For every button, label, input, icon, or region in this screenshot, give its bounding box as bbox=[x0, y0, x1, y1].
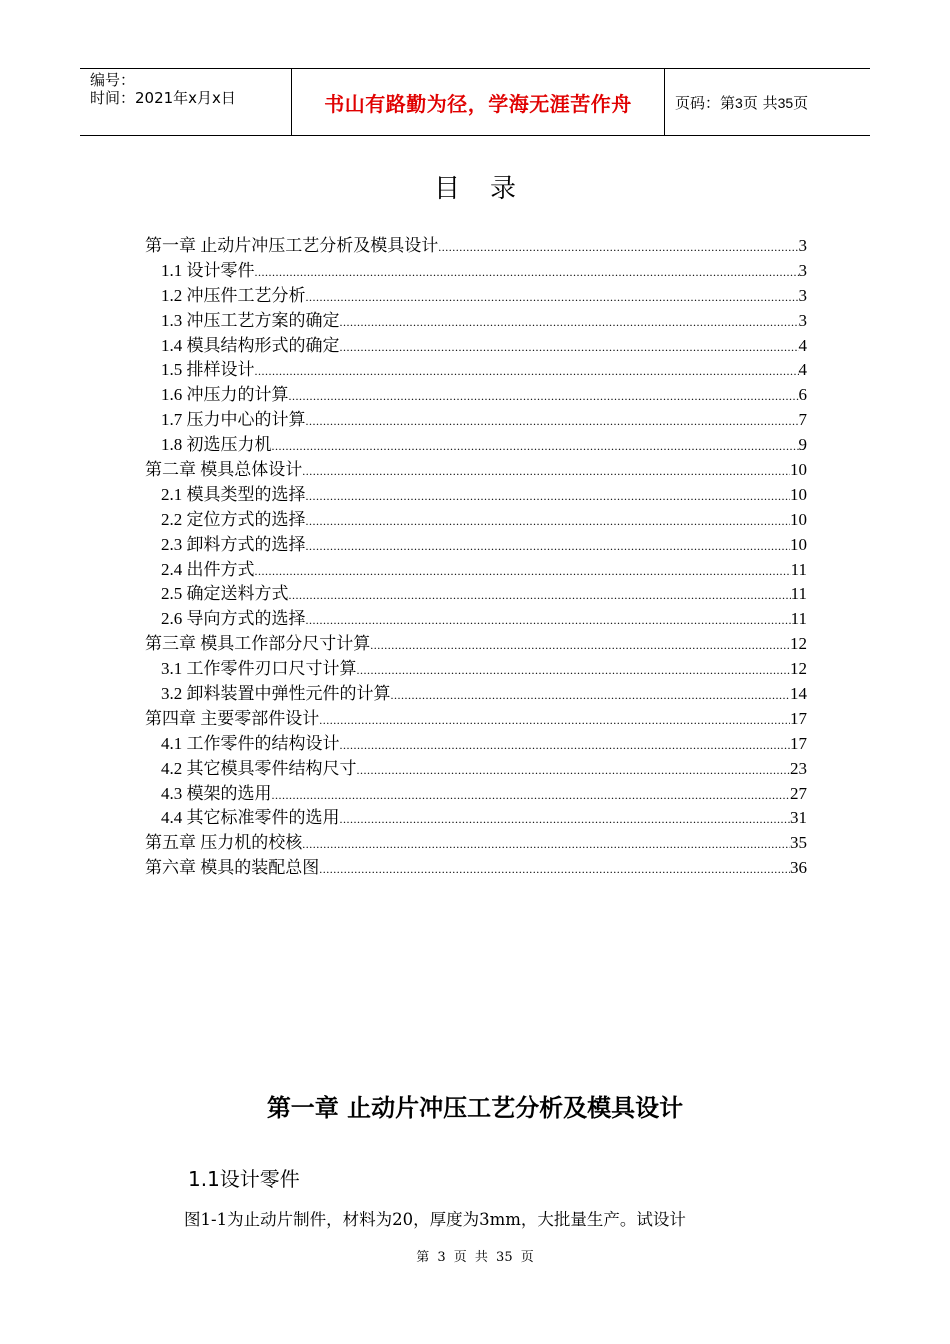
toc-entry-label: 2.5 确定送料方式 bbox=[161, 584, 289, 604]
toc-dot-leader bbox=[340, 807, 791, 832]
toc-entry-label: 2.3 卸料方式的选择 bbox=[161, 534, 306, 554]
toc-dot-leader bbox=[391, 683, 791, 708]
chapter-heading: 第一章 止动片冲压工艺分析及模具设计 bbox=[266, 1094, 684, 1122]
toc-section-entry[interactable] bbox=[145, 334, 807, 359]
toc-entry-page: 4 bbox=[798, 335, 807, 355]
toc-dot-leader bbox=[272, 434, 799, 459]
toc-entry-page: 9 bbox=[798, 435, 807, 455]
toc-entry-label: 2.4 出件方式 bbox=[161, 559, 255, 579]
body-paragraph: 图1-1为止动片制件，材料为20，厚度为3mm，大批量生产。试设计 bbox=[184, 1210, 686, 1229]
toc-entry-page: 10 bbox=[790, 460, 807, 480]
toc-entry-page: 10 bbox=[790, 509, 807, 529]
toc-entry-label: 4.4 其它标准零件的选用 bbox=[161, 808, 340, 828]
toc-section-entry[interactable] bbox=[145, 657, 807, 682]
toc-entry-label: 2.6 导向方式的选择 bbox=[161, 609, 306, 629]
toc-dot-leader bbox=[255, 260, 799, 285]
toc-entry-page: 17 bbox=[790, 733, 807, 753]
toc-chapter-entry[interactable] bbox=[145, 831, 807, 856]
toc-dot-leader bbox=[302, 459, 790, 484]
toc-entry-page: 23 bbox=[790, 758, 807, 778]
toc-dot-leader bbox=[438, 235, 798, 260]
table-of-contents bbox=[145, 234, 807, 881]
toc-entry-label: 3.2 卸料装置中弹性元件的计算 bbox=[161, 684, 391, 704]
toc-section-entry[interactable] bbox=[145, 483, 807, 508]
toc-section-entry[interactable] bbox=[145, 558, 807, 583]
toc-entry-page: 3 bbox=[798, 285, 807, 305]
toc-dot-leader bbox=[319, 857, 790, 882]
toc-dot-leader bbox=[306, 484, 791, 509]
toc-entry-page: 12 bbox=[790, 659, 807, 679]
toc-section-entry[interactable] bbox=[145, 582, 807, 607]
toc-entry-label: 1.4 模具结构形式的确定 bbox=[161, 335, 340, 355]
toc-entry-page: 11 bbox=[790, 609, 807, 629]
toc-entry-label: 第六章 模具的装配总图 bbox=[145, 858, 320, 878]
toc-entry-label: 1.3 冲压工艺方案的确定 bbox=[161, 310, 340, 330]
document-number-label: 编号： bbox=[90, 71, 136, 89]
toc-dot-leader bbox=[340, 335, 799, 360]
toc-entry-page: 27 bbox=[790, 783, 807, 803]
toc-entry-label: 1.8 初选压力机 bbox=[161, 435, 272, 455]
toc-section-entry[interactable] bbox=[145, 309, 807, 334]
toc-title: 目录 bbox=[433, 174, 546, 204]
page-prefix: 页码：第 bbox=[675, 93, 736, 112]
toc-section-entry[interactable] bbox=[145, 732, 807, 757]
page-footer: 第 3 页 共 35 页 bbox=[416, 1250, 534, 1265]
toc-dot-leader bbox=[272, 783, 791, 808]
toc-entry-page: 14 bbox=[790, 684, 807, 704]
toc-entry-page: 12 bbox=[790, 634, 807, 654]
toc-section-entry[interactable] bbox=[145, 259, 807, 284]
toc-entry-label: 1.1 设计零件 bbox=[161, 260, 255, 280]
toc-entry-page: 3 bbox=[798, 236, 807, 255]
toc-dot-leader bbox=[289, 384, 799, 409]
toc-entry-label: 4.2 其它模具零件结构尺寸 bbox=[161, 758, 357, 778]
page-header bbox=[80, 68, 870, 136]
toc-section-entry[interactable] bbox=[145, 408, 807, 433]
toc-dot-leader bbox=[289, 583, 791, 608]
toc-entry-page: 31 bbox=[790, 808, 807, 828]
section-heading: 1.1设计零件 bbox=[188, 1167, 300, 1191]
toc-entry-label: 2.1 模具类型的选择 bbox=[161, 484, 306, 504]
toc-entry-label: 第三章 模具工作部分尺寸计算 bbox=[145, 634, 371, 654]
toc-dot-leader bbox=[357, 758, 791, 783]
header-motto: 书山有路勤为径，学海无涯苦作舟 bbox=[292, 69, 665, 136]
toc-dot-leader bbox=[357, 658, 791, 683]
toc-entry-page: 10 bbox=[790, 484, 807, 504]
toc-entry-label: 1.5 排样设计 bbox=[161, 360, 255, 380]
toc-dot-leader bbox=[255, 359, 799, 384]
toc-entry-page: 3 bbox=[798, 310, 807, 330]
toc-entry-label: 1.6 冲压力的计算 bbox=[161, 385, 289, 405]
toc-section-entry[interactable] bbox=[145, 358, 807, 383]
toc-entry-label: 2.2 定位方式的选择 bbox=[161, 509, 306, 529]
page-current: 3 bbox=[735, 94, 743, 111]
page-suffix: 页 bbox=[793, 93, 809, 112]
toc-dot-leader bbox=[340, 733, 791, 758]
toc-entry-label: 第四章 主要零部件设计 bbox=[145, 708, 320, 728]
toc-entry-label: 3.1 工作零件刃口尺寸计算 bbox=[161, 659, 357, 679]
toc-dot-leader bbox=[370, 633, 790, 658]
toc-section-entry[interactable] bbox=[145, 508, 807, 533]
toc-entry-page: 6 bbox=[798, 385, 807, 405]
document-time-label: 时间：2021年x月x日 bbox=[90, 89, 236, 107]
toc-chapter-entry[interactable] bbox=[145, 707, 807, 732]
page-middle: 页 共 bbox=[742, 93, 778, 112]
toc-dot-leader bbox=[302, 832, 790, 857]
toc-section-entry[interactable] bbox=[145, 607, 807, 632]
toc-entry-page: 36 bbox=[790, 858, 807, 878]
toc-section-entry[interactable] bbox=[145, 533, 807, 558]
toc-dot-leader bbox=[340, 310, 799, 335]
page-total: 35 bbox=[777, 94, 794, 111]
toc-chapter-entry[interactable] bbox=[145, 856, 807, 881]
toc-entry-page: 11 bbox=[790, 559, 807, 579]
toc-section-entry[interactable] bbox=[145, 284, 807, 309]
toc-entry-label: 1.2 冲压件工艺分析 bbox=[161, 285, 306, 305]
toc-entry-label: 4.3 模架的选用 bbox=[161, 783, 272, 803]
header-page-info bbox=[665, 69, 871, 136]
toc-section-entry[interactable] bbox=[145, 383, 807, 408]
toc-section-entry[interactable] bbox=[145, 806, 807, 831]
toc-entry-page: 10 bbox=[790, 534, 807, 554]
toc-chapter-entry[interactable] bbox=[145, 632, 807, 657]
toc-dot-leader bbox=[319, 708, 790, 733]
toc-chapter-entry[interactable] bbox=[145, 458, 807, 483]
toc-dot-leader bbox=[306, 534, 791, 559]
toc-chapter-entry[interactable] bbox=[145, 234, 807, 259]
toc-dot-leader bbox=[306, 608, 791, 633]
toc-dot-leader bbox=[306, 285, 799, 310]
toc-entry-label: 第二章 模具总体设计 bbox=[145, 460, 303, 480]
toc-section-entry[interactable] bbox=[145, 782, 807, 807]
toc-entry-page: 11 bbox=[790, 584, 807, 604]
toc-entry-page: 3 bbox=[798, 260, 807, 280]
toc-entry-page: 17 bbox=[790, 708, 807, 728]
toc-section-entry[interactable] bbox=[145, 757, 807, 782]
toc-dot-leader bbox=[306, 509, 791, 534]
toc-entry-label: 第五章 压力机的校核 bbox=[145, 833, 303, 853]
toc-section-entry[interactable] bbox=[145, 682, 807, 707]
toc-dot-leader bbox=[306, 409, 799, 434]
toc-entry-label: 第一章 止动片冲压工艺分析及模具设计 bbox=[145, 236, 439, 255]
toc-entry-page: 4 bbox=[798, 360, 807, 380]
header-meta bbox=[80, 69, 292, 136]
toc-entry-page: 35 bbox=[790, 833, 807, 853]
toc-entry-page: 7 bbox=[798, 410, 807, 430]
toc-section-entry[interactable] bbox=[145, 433, 807, 458]
toc-entry-label: 1.7 压力中心的计算 bbox=[161, 410, 306, 430]
toc-dot-leader bbox=[255, 559, 791, 584]
toc-entry-label: 4.1 工作零件的结构设计 bbox=[161, 733, 340, 753]
